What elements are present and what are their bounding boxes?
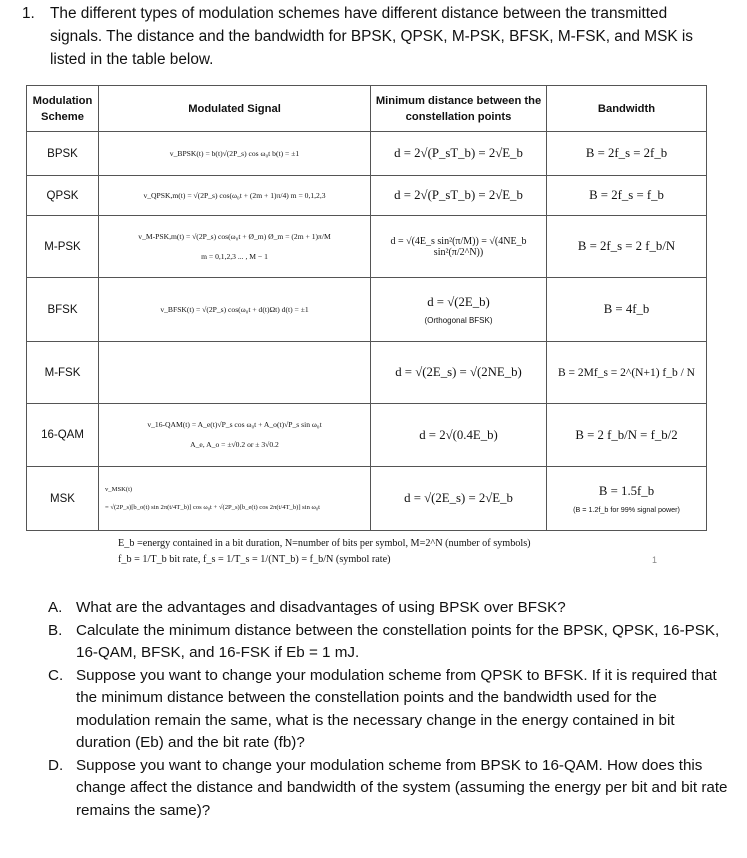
questions-list	[48, 597, 728, 822]
notes-line-1: E_b =energy contained in a bit duration, N=number of bits per symbol, M=2^N (number of symbols)	[118, 538, 531, 549]
question-text: Suppose you want to change your modulation scheme from QPSK to BFSK. If it is required that the minimum distance between the constellation points and the bandwidth used for the modulation remain the same, what is the necessary change in the energy contained in bit duration (Eb) and the bit rate (fb)?	[76, 666, 717, 751]
table-row	[27, 278, 707, 342]
signal-cell	[99, 216, 371, 278]
table-row	[27, 404, 707, 467]
question-label: D.	[48, 756, 64, 774]
notes-line-2: f_b = 1/T_b bit rate, f_s = 1/T_s = 1/(NT_b) = f_b/N (symbol rate)	[118, 554, 391, 565]
modulation-table	[26, 85, 707, 531]
scheme-cell: 16-QAM	[27, 404, 99, 467]
intro-text: The different types of modulation schemes have different distance between the transmitted signals. The distance and the bandwidth for BPSK, QPSK, M-PSK, BFSK, M-FSK, and MSK is listed in the table below.	[50, 5, 693, 68]
bandwidth-formula: B = 1.5f_b	[598, 483, 655, 498]
distance-cell: d = 2√(P_sT_b) = 2√E_b	[371, 132, 547, 176]
table-row	[27, 132, 707, 176]
bandwidth-cell: B = 2 f_b/N = f_b/2	[547, 404, 707, 467]
signal-formula: v_QPSK,m(t) = √(2P_s) cos(ω₀t + (2m + 1)π/4) m = 0,1,2,3	[143, 190, 326, 200]
question-text: Calculate the minimum distance between the constellation points for the BPSK, QPSK, 16-PSK, 16-QAM, BFSK, and 16-FSK if Eb = 1 mJ.	[76, 621, 720, 661]
scheme-cell: MSK	[27, 467, 99, 531]
distance-formula: d = √(2E_b)	[427, 294, 490, 309]
header-distance: Minimum distance between the constellation points	[371, 86, 547, 132]
table-row	[27, 176, 707, 216]
distance-cell: d = 2√(P_sT_b) = 2√E_b	[371, 176, 547, 216]
list-item	[48, 755, 728, 823]
table-row	[27, 467, 707, 531]
bandwidth-cell: B = 4f_b	[547, 278, 707, 342]
header-bandwidth: Bandwidth	[547, 86, 707, 132]
signal-formula: v_M-PSK,m(t) = √(2P_s) cos(ω₀t + Ø_m) Ø_m = (2m + 1)π/M	[138, 231, 331, 241]
scheme-cell: BFSK	[27, 278, 99, 342]
definitions-notes	[118, 536, 531, 568]
bandwidth-cell: B = 2f_s = f_b	[547, 176, 707, 216]
scheme-cell: BPSK	[27, 132, 99, 176]
signal-cell	[99, 342, 371, 404]
list-item	[48, 597, 728, 620]
header-signal: Modulated Signal	[99, 86, 371, 132]
page-number: 1	[652, 555, 658, 565]
bandwidth-note: (B = 1.2f_b for 99% signal power)	[573, 504, 680, 514]
table-header-row	[27, 86, 707, 132]
table-row	[27, 216, 707, 278]
bandwidth-cell: B = 2Mf_s = 2^(N+1) f_b / N	[547, 342, 707, 404]
signal-cell	[99, 404, 371, 467]
scheme-cell: QPSK	[27, 176, 99, 216]
question-label: B.	[48, 621, 63, 639]
signal-formula: v_BPSK(t) = b(t)√(2P_s) cos ω₀t b(t) = ±1	[169, 148, 300, 158]
list-item	[48, 665, 728, 755]
signal-formula: v_MSK(t)	[105, 485, 133, 493]
list-item	[48, 620, 728, 665]
distance-cell: d = √(4E_s sin²(π/M)) = √(4NE_b sin²(π/2^N))	[371, 216, 547, 278]
scheme-cell: M-PSK	[27, 216, 99, 278]
bandwidth-cell: B = 2f_s = 2f_b	[547, 132, 707, 176]
question-text: Suppose you want to change your modulation scheme from BPSK to 16-QAM. How does this change affect the distance and bandwidth of the system (assuming the energy per bit and bit rate remains the same)?	[76, 756, 728, 819]
distance-cell: d = √(2E_s) = √(2NE_b)	[371, 342, 547, 404]
table-row	[27, 342, 707, 404]
signal-cell	[99, 278, 371, 342]
bandwidth-cell	[547, 467, 707, 531]
question-number: 1.	[22, 5, 35, 22]
signal-cell	[99, 176, 371, 216]
signal-formula-line2: = √(2P_s)[b_o(t) sin 2π(t/4T_b)] cos ω₀t + √(2P_s)[b_e(t) cos 2π(t/4T_b)] sin ω₀t	[105, 503, 320, 511]
signal-formula-line2: A_e, A_o = ±√0.2 or ± 3√0.2	[190, 440, 279, 449]
distance-note: (Orthogonal BFSK)	[424, 315, 493, 325]
signal-cell	[99, 132, 371, 176]
distance-cell: d = √(2E_s) = 2√E_b	[371, 467, 547, 531]
scheme-cell: M-FSK	[27, 342, 99, 404]
distance-cell	[371, 278, 547, 342]
header-scheme: Modulation Scheme	[27, 86, 99, 132]
signal-formula: v_16-QAM(t) = A_e(t)√P_s cos ω₀t + A_o(t)√P_s sin ω₀t	[147, 420, 322, 429]
signal-cell	[99, 467, 371, 531]
signal-formula: v_BFSK(t) = √(2P_s) cos(ω₀t + d(t)Ωt) d(t) = ±1	[160, 304, 309, 314]
question-label: C.	[48, 666, 64, 684]
signal-formula-line2: m = 0,1,2,3 ... , M − 1	[201, 251, 268, 261]
question-label: A.	[48, 599, 63, 616]
question-text: What are the advantages and disadvantages of using BPSK over BFSK?	[76, 599, 566, 616]
distance-cell: d = 2√(0.4E_b)	[371, 404, 547, 467]
bandwidth-cell: B = 2f_s = 2 f_b/N	[547, 216, 707, 278]
